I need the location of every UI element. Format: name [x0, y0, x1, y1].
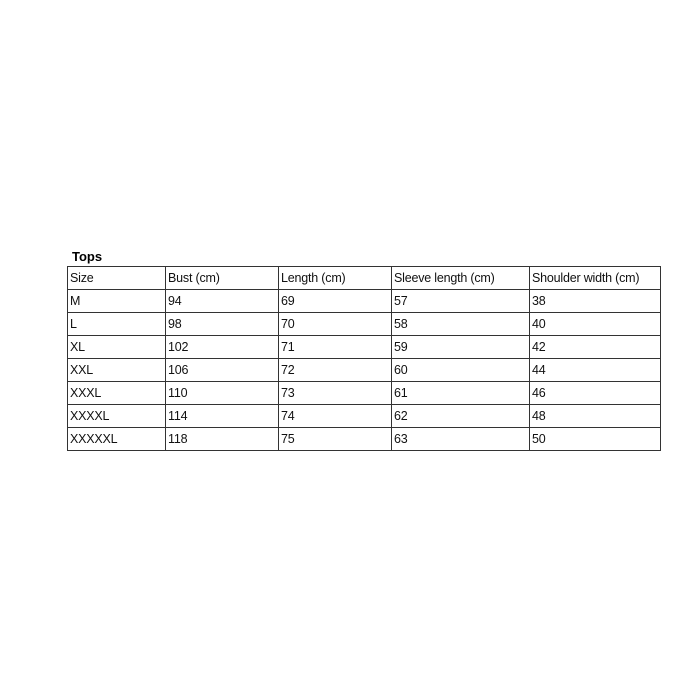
table-row	[68, 313, 661, 336]
table-row	[68, 290, 661, 313]
table-row	[68, 382, 661, 405]
cell-length: 69	[279, 290, 392, 313]
table-row	[68, 359, 661, 382]
cell-length: 72	[279, 359, 392, 382]
cell-shoulder-width: 40	[530, 313, 661, 336]
cell-length: 73	[279, 382, 392, 405]
cell-shoulder-width: 46	[530, 382, 661, 405]
cell-shoulder-width: 42	[530, 336, 661, 359]
size-chart-table	[67, 266, 661, 451]
cell-shoulder-width: 48	[530, 405, 661, 428]
cell-length: 71	[279, 336, 392, 359]
cell-size: L	[68, 313, 166, 336]
cell-bust: 98	[166, 313, 279, 336]
cell-sleeve-length: 58	[392, 313, 530, 336]
cell-bust: 102	[166, 336, 279, 359]
cell-sleeve-length: 59	[392, 336, 530, 359]
cell-length: 74	[279, 405, 392, 428]
header-bust: Bust (cm)	[166, 267, 279, 290]
cell-bust: 110	[166, 382, 279, 405]
cell-sleeve-length: 60	[392, 359, 530, 382]
cell-size: XXXL	[68, 382, 166, 405]
table-row	[68, 336, 661, 359]
table-header-row	[68, 267, 661, 290]
cell-bust: 118	[166, 428, 279, 451]
table-title: Tops	[72, 249, 103, 264]
cell-length: 70	[279, 313, 392, 336]
header-size: Size	[68, 267, 166, 290]
cell-size: M	[68, 290, 166, 313]
table-row	[68, 405, 661, 428]
cell-size: XL	[68, 336, 166, 359]
cell-bust: 94	[166, 290, 279, 313]
header-shoulder-width: Shoulder width (cm)	[530, 267, 661, 290]
cell-sleeve-length: 57	[392, 290, 530, 313]
cell-sleeve-length: 61	[392, 382, 530, 405]
cell-bust: 106	[166, 359, 279, 382]
cell-sleeve-length: 62	[392, 405, 530, 428]
cell-sleeve-length: 63	[392, 428, 530, 451]
cell-size: XXXXXL	[68, 428, 166, 451]
cell-size: XXL	[68, 359, 166, 382]
cell-shoulder-width: 44	[530, 359, 661, 382]
cell-shoulder-width: 50	[530, 428, 661, 451]
header-sleeve-length: Sleeve length (cm)	[392, 267, 530, 290]
cell-bust: 114	[166, 405, 279, 428]
header-length: Length (cm)	[279, 267, 392, 290]
cell-size: XXXXL	[68, 405, 166, 428]
table-row	[68, 428, 661, 451]
cell-shoulder-width: 38	[530, 290, 661, 313]
cell-length: 75	[279, 428, 392, 451]
